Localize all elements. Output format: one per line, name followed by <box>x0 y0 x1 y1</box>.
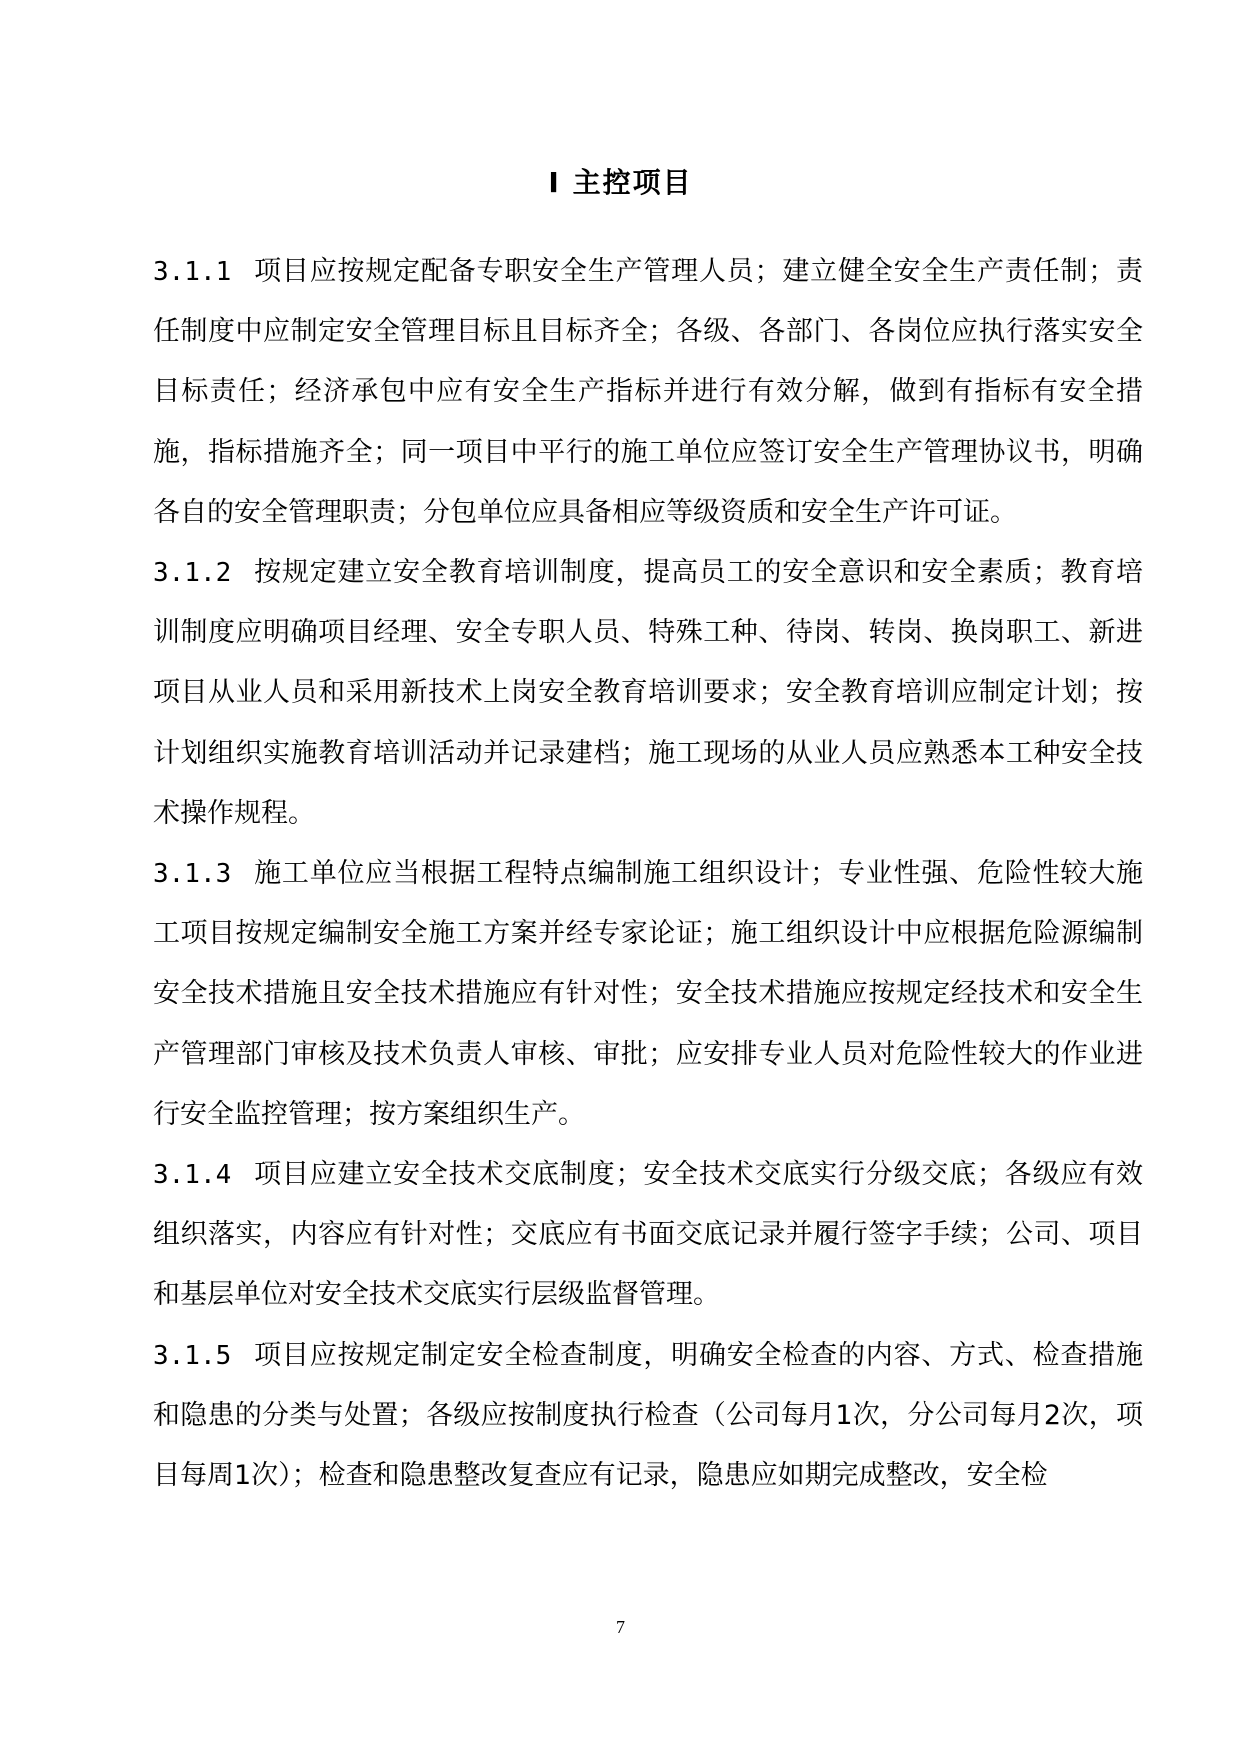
clause-number: 3.1.1 <box>153 257 232 287</box>
clause-text: 按规定建立安全教育培训制度，提高员工的安全意识和安全素质；教育培训制度应明确项目经理、安全专职人员、特殊工种、待岗、转岗、换岗职工、新进项目从业人员和采用新技术上岗安全教育培训要求；安全教育培训应制定计划；按计划组织实施教育培训活动并记录建档；施工现场的从业人员应熟悉本工种安全技术操作规程。 <box>153 557 1143 829</box>
clause-text: 项目应建立安全技术交底制度；安全技术交底实行分级交底；各级应有效组织落实，内容应有针对性；交底应有书面交底记录并履行签字手续；公司、项目和基层单位对安全技术交底实行层级监督管理。 <box>153 1159 1143 1311</box>
clause-number: 3.1.2 <box>153 558 232 589</box>
clause-3-1-1 <box>153 242 1143 543</box>
section-title: Ⅰ 主控项目 <box>548 166 693 199</box>
clause-list <box>153 242 1143 1506</box>
clause-3-1-2 <box>153 543 1143 844</box>
clause-text: 项目应按规定制定安全检查制度，明确安全检查的内容、方式、检查措施和隐患的分类与处置；各级应按制度执行检查（公司每月1次，分公司每月2次，项目每周1次）；检查和隐患整改复查应有记录，隐患应如期完成整改，安全检 <box>153 1339 1143 1492</box>
clause-text: 项目应按规定配备专职安全生产管理人员；建立健全安全生产责任制；责任制度中应制定安全管理目标且目标齐全；各级、各部门、各岗位应执行落实安全目标责任；经济承包中应有安全生产指标并进行有效分解，做到有指标有安全措施，指标措施齐全；同一项目中平行的施工单位应签订安全生产管理协议书，明确各自的安全管理职责；分包单位应具备相应等级资质和安全生产许可证。 <box>153 256 1143 528</box>
clause-number: 3.1.4 <box>153 1160 232 1191</box>
clause-number: 3.1.3 <box>153 859 232 890</box>
page-number: 7 <box>616 1617 625 1637</box>
clause-3-1-4 <box>153 1145 1143 1326</box>
clause-number: 3.1.5 <box>153 1340 232 1371</box>
clause-3-1-5 <box>153 1326 1143 1507</box>
clause-3-1-3 <box>153 844 1143 1145</box>
clause-text: 施工单位应当根据工程特点编制施工组织设计；专业性强、危险性较大施工项目按规定编制安全施工方案并经专家论证；施工组织设计中应根据危险源编制安全技术措施且安全技术措施应有针对性；安全技术措施应按规定经技术和安全生产管理部门审核及技术负责人审核、审批；应安排专业人员对危险性较大的作业进行安全监控管理；按方案组织生产。 <box>153 858 1143 1130</box>
